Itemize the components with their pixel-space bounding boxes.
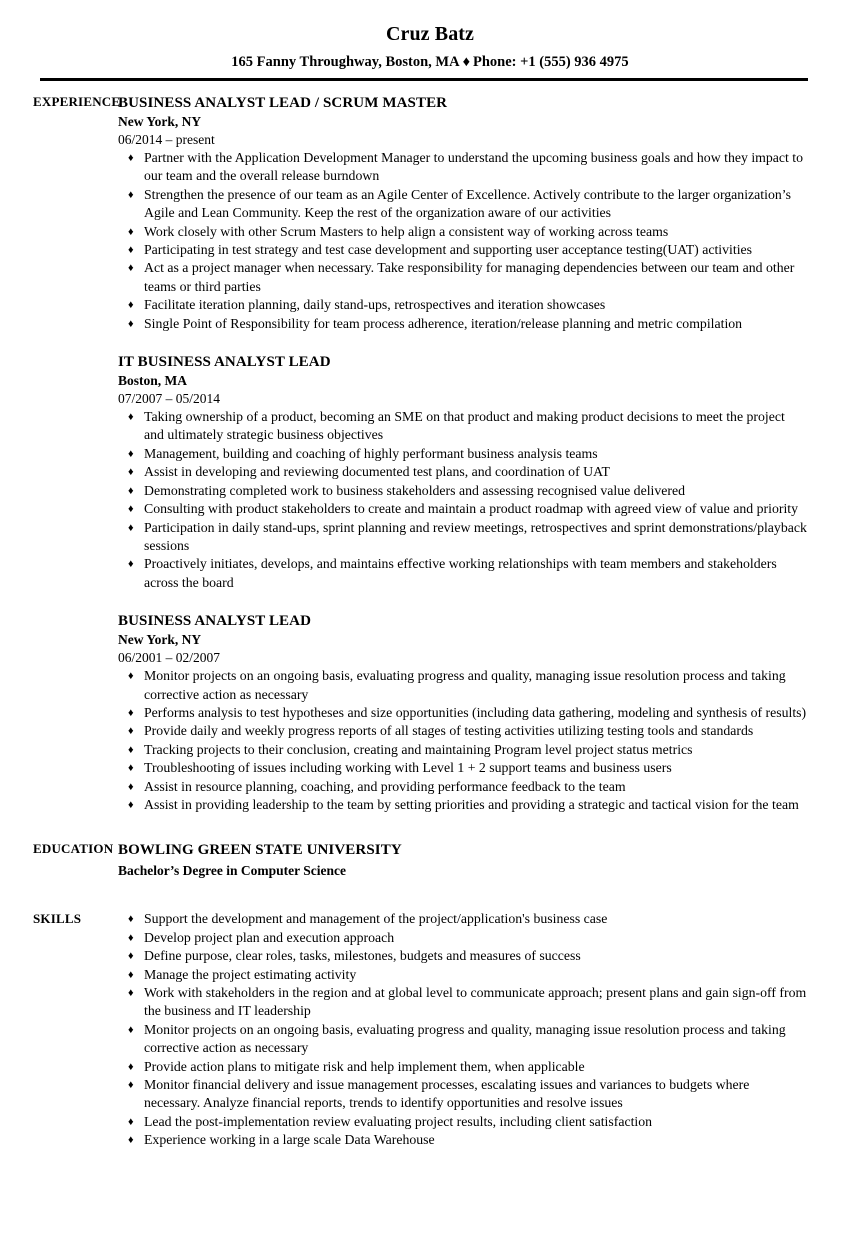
education-section — [0, 840, 860, 880]
job-bullet-text: Troubleshooting of issues including working with Level 1 + 2 support teams and business users — [144, 760, 672, 776]
job-bullet-text: Assist in providing leadership to the team by setting priorities and providing a strategic and tactical vision for the team — [144, 796, 799, 812]
education-body — [118, 840, 860, 880]
candidate-phone: Phone: +1 (555) 936 4975 — [473, 54, 629, 70]
job-bullet-text: Tracking projects to their conclusion, creating and maintaining Program level project status metrics — [144, 741, 693, 757]
bullet-icon: ♦ — [128, 780, 134, 793]
skill-bullet-text: Support the development and management of the project/application's business case — [144, 911, 608, 927]
bullet-icon: ♦ — [128, 968, 134, 981]
job-title: BUSINESS ANALYST LEAD — [118, 613, 312, 630]
job-bullet — [118, 555, 808, 592]
job-bullet-text: Strengthen the presence of our team as an Agile Center of Excellence. Actively contribute to the larger organization’s Agile and Lean Community. Keep the rest of the organization aware of our activities — [144, 186, 791, 221]
skill-bullet — [118, 966, 808, 984]
bullet-icon: ♦ — [128, 1060, 134, 1073]
contact-line — [0, 52, 860, 72]
job-bullet — [118, 704, 808, 722]
bullet-icon: ♦ — [128, 1023, 134, 1036]
bullet-icon: ♦ — [128, 743, 134, 756]
job-bullet — [118, 500, 808, 518]
bullet-icon: ♦ — [128, 262, 134, 275]
skills-body — [118, 910, 860, 1149]
skill-bullet — [118, 929, 808, 947]
job-bullet — [118, 445, 808, 463]
job-bullet — [118, 315, 808, 333]
bullet-icon: ♦ — [128, 762, 134, 775]
bullet-icon: ♦ — [128, 503, 134, 516]
section-label-experience: EXPERIENCE — [33, 94, 121, 109]
bullet-icon: ♦ — [128, 1134, 134, 1147]
candidate-address: 165 Fanny Throughway, Boston, MA — [231, 54, 460, 70]
job-bullet — [118, 741, 808, 759]
job-bullet-list — [118, 149, 808, 333]
bullet-icon: ♦ — [128, 931, 134, 944]
bullet-icon: ♦ — [128, 670, 134, 683]
bullet-icon: ♦ — [128, 558, 134, 571]
skill-bullet — [118, 984, 808, 1021]
job-bullet-text: Monitor projects on an ongoing basis, evaluating progress and quality, managing issue resolution process and taking corrective action as necessary — [144, 668, 786, 702]
job-location: New York, NY — [118, 114, 202, 129]
job-bullet-text: Provide daily and weekly progress reports of all stages of testing activities utilizing testing tools and standards — [144, 723, 754, 739]
bullet-icon: ♦ — [128, 244, 134, 257]
job-bullet-text: Proactively initiates, develops, and maintains effective working relationships with team members and stakeholders across the board — [144, 556, 777, 590]
job-bullet-text: Demonstrating completed work to business stakeholders and assessing recognised value delivered — [144, 482, 686, 498]
bullet-icon: ♦ — [128, 706, 134, 719]
bullet-icon: ♦ — [128, 950, 134, 963]
job-bullet — [118, 186, 808, 223]
bullet-icon: ♦ — [128, 725, 134, 738]
skill-bullet — [118, 1058, 808, 1076]
education-degree: Bachelor’s Degree in Computer Science — [118, 863, 346, 879]
skill-bullet — [118, 1021, 808, 1058]
experience-body — [118, 93, 860, 814]
skills-bullet-list — [118, 910, 808, 1149]
job-bullet-text: Consulting with product stakeholders to create and maintain a product roadmap with agreed view of value and priority — [144, 501, 799, 517]
skill-bullet-text: Work with stakeholders in the region and at global level to communicate approach; present plans and gain sign-off from the business and IT leadership — [144, 985, 807, 1019]
experience-entry — [118, 352, 808, 592]
skill-bullet-text: Develop project plan and execution approach — [144, 929, 395, 945]
job-bullet — [118, 667, 808, 704]
bullet-icon: ♦ — [128, 913, 134, 926]
experience-entry — [118, 93, 808, 333]
job-bullet-text: Act as a project manager when necessary. Take responsibility for managing dependencies between our team and other teams or third parties — [144, 260, 795, 294]
bullet-icon: ♦ — [128, 317, 134, 330]
bullet-icon: ♦ — [128, 411, 134, 424]
experience-entry — [118, 611, 808, 814]
experience-section — [0, 93, 860, 814]
bullet-icon: ♦ — [128, 798, 134, 811]
job-title: BUSINESS ANALYST LEAD / SCRUM MASTER — [118, 95, 448, 111]
job-bullet — [118, 796, 808, 814]
skill-bullet-text: Monitor projects on an ongoing basis, evaluating progress and quality, managing issue resolution process and taking corrective action as necessary — [144, 1021, 786, 1056]
bullet-icon: ♦ — [128, 466, 134, 479]
bullet-icon: ♦ — [128, 521, 134, 534]
job-bullet-text: Performs analysis to test hypotheses and size opportunities (including data gathering, modeling and synthesis of results) — [144, 704, 807, 720]
skills-section — [0, 910, 860, 1149]
job-bullet — [118, 241, 808, 259]
job-bullet-text: Partner with the Application Development Manager to understand the upcoming business goals and how they impact to our team and the overall release burndown — [144, 150, 804, 184]
job-bullet — [118, 259, 808, 296]
bullet-icon: ♦ — [128, 1079, 134, 1092]
job-bullet-text: Assist in resource planning, coaching, and providing performance feedback to the team — [144, 778, 626, 794]
job-bullet — [118, 463, 808, 481]
job-bullet-text: Assist in developing and reviewing documented test plans, and coordination of UAT — [144, 464, 610, 480]
job-dates: 07/2007 – 05/2014 — [118, 391, 221, 407]
candidate-name: Cruz Batz — [385, 23, 475, 45]
job-dates: 06/2001 – 02/2007 — [118, 650, 221, 666]
job-bullet-list — [118, 667, 808, 814]
job-bullet-text: Management, building and coaching of highly performant business analysis teams — [144, 445, 598, 461]
skill-bullet — [118, 910, 808, 928]
job-title: IT BUSINESS ANALYST LEAD — [118, 354, 331, 371]
job-dates: 06/2014 – present — [118, 132, 215, 147]
skill-bullet — [118, 1131, 808, 1149]
bullet-icon: ♦ — [128, 188, 134, 201]
job-bullet-text: Taking ownership of a product, becoming an SME on that product and making product decisions to meet the project and ultimately strategic business objectives — [144, 409, 785, 443]
job-bullet-text: Single Point of Responsibility for team process adherence, iteration/release planning and metric compilation — [144, 315, 743, 331]
job-bullet-text: Work closely with other Scrum Masters to help align a consistent way of working across teams — [144, 223, 669, 239]
job-bullet — [118, 223, 808, 241]
job-bullet — [118, 759, 808, 777]
skill-bullet — [118, 1113, 808, 1131]
job-bullet — [118, 722, 808, 740]
bullet-icon: ♦ — [128, 447, 134, 460]
skill-bullet — [118, 1076, 808, 1113]
skill-bullet-text: Provide action plans to mitigate risk and help implement them, when applicable — [144, 1058, 585, 1074]
job-bullet — [118, 408, 808, 445]
diamond-separator-icon: ♦ — [462, 54, 471, 70]
job-bullet — [118, 296, 808, 314]
bullet-icon: ♦ — [128, 225, 134, 238]
bullet-icon: ♦ — [128, 987, 134, 999]
section-label-education: EDUCATION — [33, 841, 114, 857]
bullet-icon: ♦ — [128, 484, 134, 497]
job-bullet-text: Participation in daily stand-ups, sprint planning and review meetings, retrospectives and sprint demonstrations/playback sessions — [144, 519, 807, 553]
skill-bullet-text: Define purpose, clear roles, tasks, milestones, budgets and measures of success — [144, 948, 581, 964]
resume-header — [0, 0, 860, 81]
job-bullet — [118, 482, 808, 500]
skill-bullet-text: Monitor financial delivery and issue management processes, escalating issues and variances to budgets where necessary. Analyze financial reports, trends to identify opportunities and resolve issues — [144, 1077, 750, 1111]
job-location: Boston, MA — [118, 373, 188, 389]
skill-bullet — [118, 947, 808, 965]
bullet-icon: ♦ — [128, 152, 134, 164]
job-location: New York, NY — [118, 632, 202, 648]
skill-bullet-text: Experience working in a large scale Data Warehouse — [144, 1132, 435, 1148]
job-bullet-text: Facilitate iteration planning, daily stand-ups, retrospectives and iteration showcases — [144, 297, 606, 313]
header-divider — [40, 78, 808, 81]
job-bullet — [118, 778, 808, 796]
job-bullet — [118, 519, 808, 556]
bullet-icon: ♦ — [128, 1115, 134, 1128]
job-bullet-list — [118, 408, 808, 592]
job-bullet-text: Participating in test strategy and test case development and supporting user acceptance testing(UAT) activities — [144, 242, 753, 258]
skill-bullet-text: Lead the post-implementation review evaluating project results, including client satisfaction — [144, 1113, 653, 1129]
education-school: BOWLING GREEN STATE UNIVERSITY — [118, 842, 402, 859]
job-bullet — [118, 149, 808, 186]
section-label-skills: SKILLS — [33, 911, 82, 927]
skill-bullet-text: Manage the project estimating activity — [144, 966, 357, 982]
bullet-icon: ♦ — [128, 299, 134, 312]
